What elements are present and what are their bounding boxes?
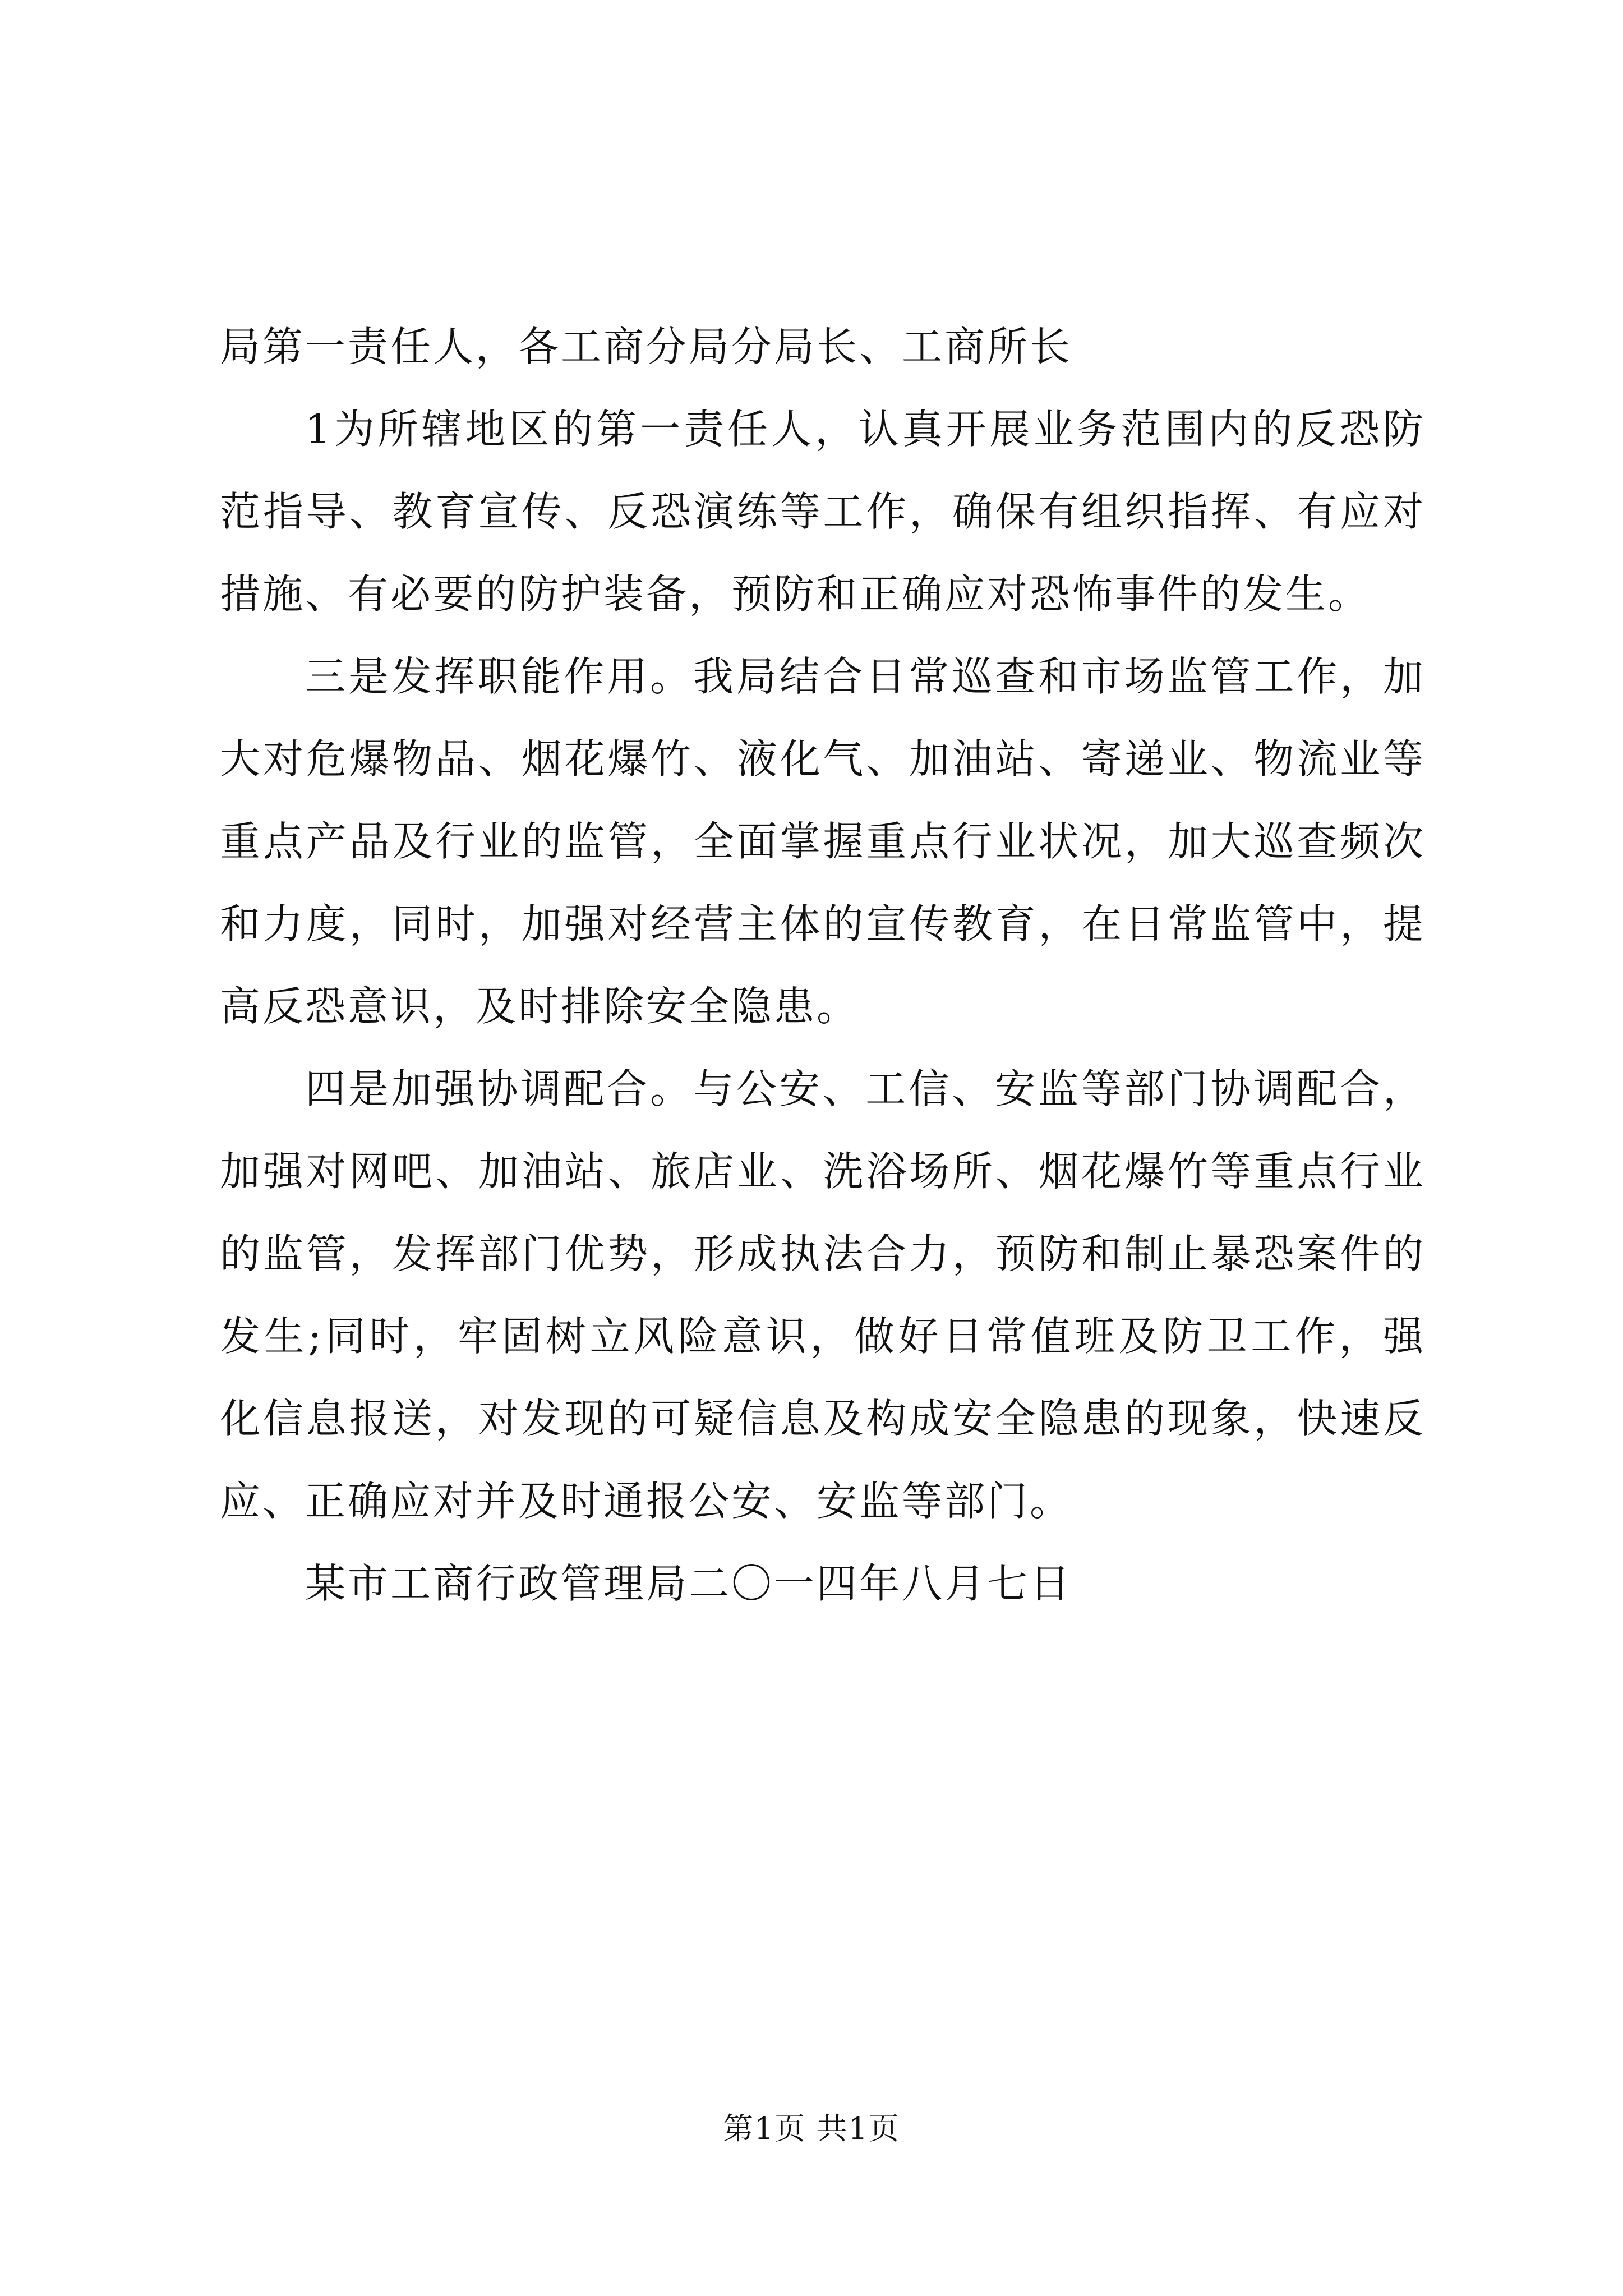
paragraph-point-three: 三是发挥职能作用。我局结合日常巡查和市场监管工作，加大对危爆物品、烟花爆竹、液化气、加油站、寄递业、物流业等重点产品及行业的监管，全面掌握重点行业状况，加大巡查频次和力度，同时，加强对经营主体的宣传教育，在日常监管中，提高反恐意识，及时排除安全隐患。 [220, 653, 1426, 1030]
paragraph-responsibility-heading: 局第一责任人，各工商分局分局长、工商所长 [220, 323, 1073, 370]
page-number-footer: 第1页 共1页 [723, 2111, 900, 2146]
signature-date-line: 某市工商行政管理局二〇一四年八月七日 [305, 1560, 1073, 1607]
paragraph-point-four: 四是加强协调配合。与公安、工信、安监等部门协调配合，加强对网吧、加油站、旅店业、洗浴场所、烟花爆竹等重点行业的监管，发挥部门优势，形成执法合力，预防和制止暴恐案件的发生;同时，牢固树立风险意识，做好日常值班及防卫工作，强化信息报送，对发现的可疑信息及构成安全隐患的现象，快速反应、正确应对并及时通报公安、安监等部门。 [220, 1065, 1426, 1525]
paragraph-first-responsible: 1为所辖地区的第一责任人，认真开展业务范围内的反恐防范指导、教育宣传、反恐演练等工作，确保有组织指挥、有应对措施、有必要的防护装备，预防和正确应对恐怖事件的发生。 [220, 406, 1426, 618]
document-body [220, 306, 1426, 1625]
